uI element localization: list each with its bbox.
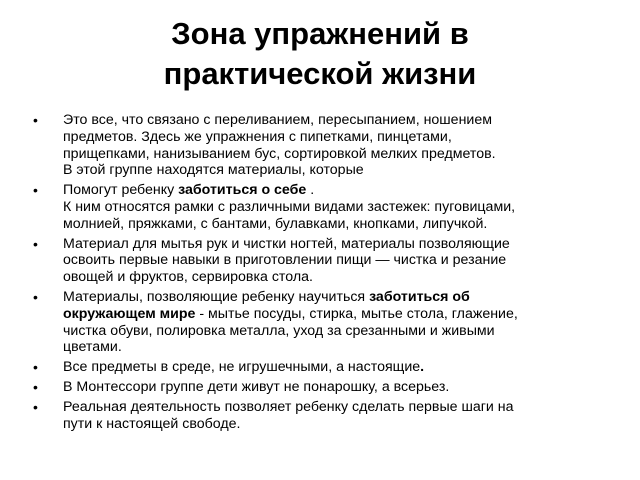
bullet-item-1	[33, 112, 593, 179]
bullet-item-4	[33, 289, 593, 356]
bullet-4-bold-a: заботиться об	[369, 288, 470, 305]
bullet-2-bold: заботиться о себе	[178, 182, 307, 199]
bullet-4-line-1	[63, 289, 593, 306]
bullet-1-line-3: прищепками, нанизыванием бус, сортировкой мелких предметов.	[63, 145, 496, 162]
bullet-2-line-2: К ним относятся рамки с различными видами застежек: пуговицами,	[63, 198, 516, 215]
bullet-item-3	[33, 236, 593, 286]
slide-title	[0, 14, 640, 94]
bullet-5-text: Все предметы в среде, не игрушечными, а настоящие	[63, 359, 421, 376]
bullet-6-line-1: В Монтессори группе дети живут не понарошку, а всерьез.	[63, 378, 450, 395]
bullet-3-line-3: овощей и фруктов, сервировка стола.	[63, 269, 313, 286]
bullet-item-7	[33, 399, 593, 433]
bullet-2-text-b: .	[306, 182, 315, 199]
bullet-dot-icon: •	[33, 359, 38, 376]
bullet-dot-icon: •	[33, 235, 38, 252]
bullet-7-line-2: пути к настоящей свободе.	[63, 415, 241, 432]
title-line-2: практической жизни	[163, 56, 477, 91]
bullet-4-text-b: - мытье посуды, стирка, мытье стола, глажение,	[195, 305, 518, 322]
bullet-dot-icon: •	[33, 288, 38, 305]
bullet-4-line-3: чистка обуви, полировка металла, уход за срезанными и живыми	[63, 322, 495, 339]
bullet-4-text-a: Материалы, позволяющие ребенку научиться	[63, 288, 370, 305]
bullet-3-line-1: Материал для мытья рук и чистки ногтей, материалы позволяющие	[63, 235, 510, 252]
bullet-item-6	[33, 379, 593, 396]
bullet-1-line-4: В этой группе находятся материалы, которые	[63, 162, 364, 179]
bullet-4-line-4: цветами.	[63, 339, 122, 356]
bullet-1-line-1: Это все, что связано с переливанием, пересыпанием, ношением	[63, 112, 492, 128]
bullet-5-bold: .	[420, 359, 425, 376]
bullet-list	[33, 112, 593, 435]
title-line-1: Зона упражнений в	[171, 16, 469, 51]
bullet-2-line-3: молнией, пряжками, с бантами, булавками, кнопками, липучкой.	[63, 215, 488, 232]
bullet-dot-icon: •	[33, 112, 38, 128]
bullet-dot-icon: •	[33, 378, 38, 395]
bullet-2-line-1	[63, 182, 593, 199]
bullet-item-5	[33, 359, 593, 376]
bullet-2-text-a: Помогут ребенку	[63, 182, 179, 199]
bullet-1-line-2: предметов. Здесь же упражнения с пипетками, пинцетами,	[63, 128, 452, 145]
bullet-item-2	[33, 182, 593, 232]
bullet-7-line-1: Реальная деятельность позволяет ребенку сделать первые шаги на	[63, 398, 514, 415]
bullet-dot-icon: •	[33, 182, 38, 199]
bullet-3-line-2: освоить первые навыки в приготовлении пищи — чистка и резание	[63, 252, 507, 269]
bullet-5-line-1	[63, 359, 593, 376]
bullet-4-line-2	[63, 306, 593, 323]
bullet-4-bold-b: окружающем мире	[63, 305, 196, 322]
bullet-dot-icon: •	[33, 398, 38, 415]
